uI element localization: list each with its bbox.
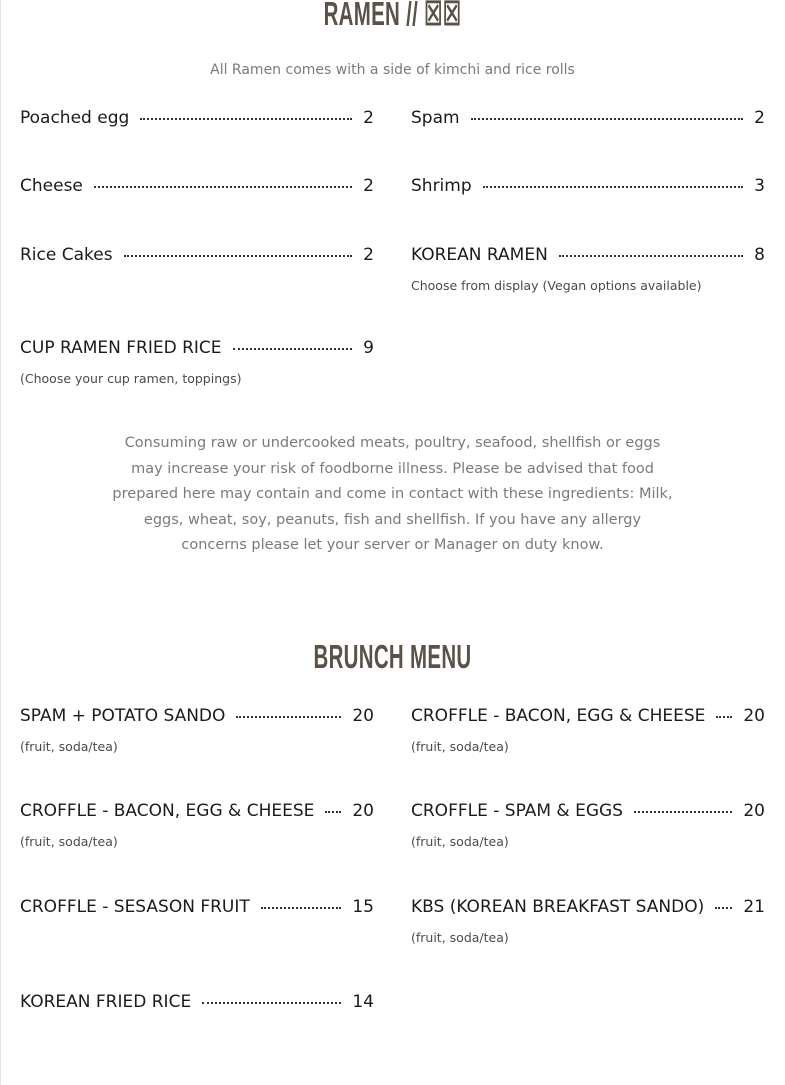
- menu-item: [411, 107, 765, 129]
- dotted-leader: [202, 1002, 341, 1004]
- menu-item: [20, 175, 374, 197]
- menu-item: [20, 337, 374, 386]
- dotted-leader: [94, 186, 352, 188]
- item-name: CROFFLE - BACON, EGG & CHEESE: [20, 801, 315, 821]
- item-price: 14: [352, 992, 374, 1012]
- item-price: 8: [754, 245, 765, 265]
- menu-item: [20, 244, 374, 266]
- item-description: (fruit, soda/tea): [411, 834, 509, 849]
- allergy-notice: Consuming raw or undercooked meats, poultry, seafood, shellfish or eggs may increase your risk of foodborne illness. Please be advised that food prepared here may contain and come in contact with these ingredients: Milk, eggs, wheat, soy, peanuts, fish and shellfish. If you have any allergy concerns please let your server or Manager on duty know.: [112, 435, 673, 553]
- ramen-subtitle: All Ramen comes with a side of kimchi and rice rolls: [210, 62, 575, 78]
- item-name: Cheese: [20, 176, 83, 196]
- item-name: KOREAN RAMEN: [411, 245, 548, 265]
- menu-item: [20, 991, 374, 1013]
- item-price: 20: [743, 706, 765, 726]
- dotted-leader: [233, 348, 353, 350]
- dotted-leader: [471, 118, 744, 120]
- item-price: 20: [352, 801, 374, 821]
- item-description: (fruit, soda/tea): [20, 739, 118, 754]
- dotted-leader: [483, 186, 744, 188]
- item-name: CROFFLE - SPAM & EGGS: [411, 801, 623, 821]
- item-price: 9: [363, 338, 374, 358]
- menu-item: [20, 705, 374, 754]
- dotted-leader: [124, 255, 353, 257]
- item-description: (Choose your cup ramen, toppings): [20, 371, 242, 386]
- dotted-leader: [559, 255, 743, 257]
- item-description: (fruit, soda/tea): [20, 834, 118, 849]
- dotted-leader: [715, 907, 732, 909]
- menu-item: [20, 800, 374, 849]
- item-description: Choose from display (Vegan options available): [411, 278, 702, 293]
- item-price: 2: [363, 176, 374, 196]
- item-name: CROFFLE - SESASON FRUIT: [20, 897, 250, 917]
- item-name: Poached egg: [20, 108, 130, 128]
- dotted-leader: [236, 716, 341, 718]
- item-name: KBS (KOREAN BREAKFAST SANDO): [411, 897, 705, 917]
- dotted-leader: [261, 907, 342, 909]
- item-name: SPAM + POTATO SANDO: [20, 706, 226, 726]
- menu-item: [411, 244, 765, 293]
- item-name: CUP RAMEN FRIED RICE: [20, 338, 222, 358]
- menu-item: [411, 175, 765, 197]
- menu-item: [411, 896, 765, 945]
- dotted-leader: [140, 118, 352, 120]
- item-price: 15: [352, 897, 374, 917]
- item-name: CROFFLE - BACON, EGG & CHEESE: [411, 706, 706, 726]
- item-price: 2: [363, 245, 374, 265]
- ramen-section-title: RAMEN // ☒☒: [323, 0, 462, 32]
- menu-item: [411, 705, 765, 754]
- item-price: 20: [352, 706, 374, 726]
- item-price: 21: [743, 897, 765, 917]
- item-price: 3: [754, 176, 765, 196]
- item-name: KOREAN FRIED RICE: [20, 992, 192, 1012]
- item-price: 20: [743, 801, 765, 821]
- item-name: Shrimp: [411, 176, 472, 196]
- item-price: 2: [363, 108, 374, 128]
- item-name: Spam: [411, 108, 460, 128]
- dotted-leader: [716, 716, 732, 718]
- item-description: (fruit, soda/tea): [411, 739, 509, 754]
- page-edge: [0, 0, 1, 1085]
- item-description: (fruit, soda/tea): [411, 930, 509, 945]
- item-price: 2: [754, 108, 765, 128]
- dotted-leader: [325, 811, 341, 813]
- menu-item: [20, 107, 374, 129]
- item-name: Rice Cakes: [20, 245, 113, 265]
- menu-item: [411, 800, 765, 849]
- dotted-leader: [634, 811, 732, 813]
- menu-item: [20, 896, 374, 918]
- brunch-section-title: BRUNCH MENU: [313, 638, 472, 675]
